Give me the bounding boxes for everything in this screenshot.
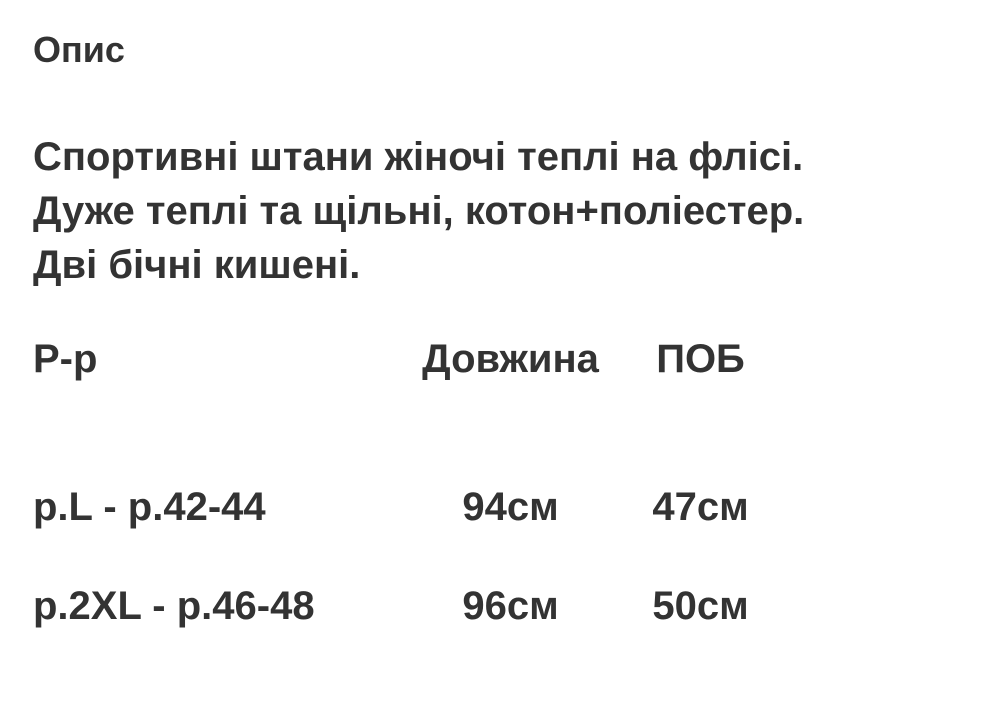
description-line-3: Дві бічні кишені. bbox=[33, 243, 361, 287]
size-cell: р.L - р.42-44 bbox=[33, 485, 266, 529]
product-description bbox=[33, 130, 967, 292]
size-table-header-row bbox=[33, 332, 967, 386]
size-table-row bbox=[33, 480, 967, 534]
pob-cell: 47см bbox=[652, 485, 749, 529]
section-title: Опис bbox=[33, 29, 125, 70]
length-cell: 96см bbox=[462, 584, 559, 628]
length-cell: 94см bbox=[462, 485, 559, 529]
size-table-row bbox=[33, 579, 967, 633]
pob-cell: 50см bbox=[652, 584, 749, 628]
description-line-2: Дуже теплі та щільні, котон+поліестер. bbox=[33, 189, 805, 233]
size-cell: р.2XL - р.46-48 bbox=[33, 584, 315, 628]
size-column-header: Р-р bbox=[33, 337, 98, 381]
product-description-section bbox=[0, 30, 1000, 705]
pob-column-header: ПОБ bbox=[656, 337, 745, 381]
length-column-header: Довжина bbox=[422, 337, 599, 381]
size-table bbox=[33, 332, 967, 633]
description-line-1: Спортивні штани жіночі теплі на флісі. bbox=[33, 135, 804, 179]
